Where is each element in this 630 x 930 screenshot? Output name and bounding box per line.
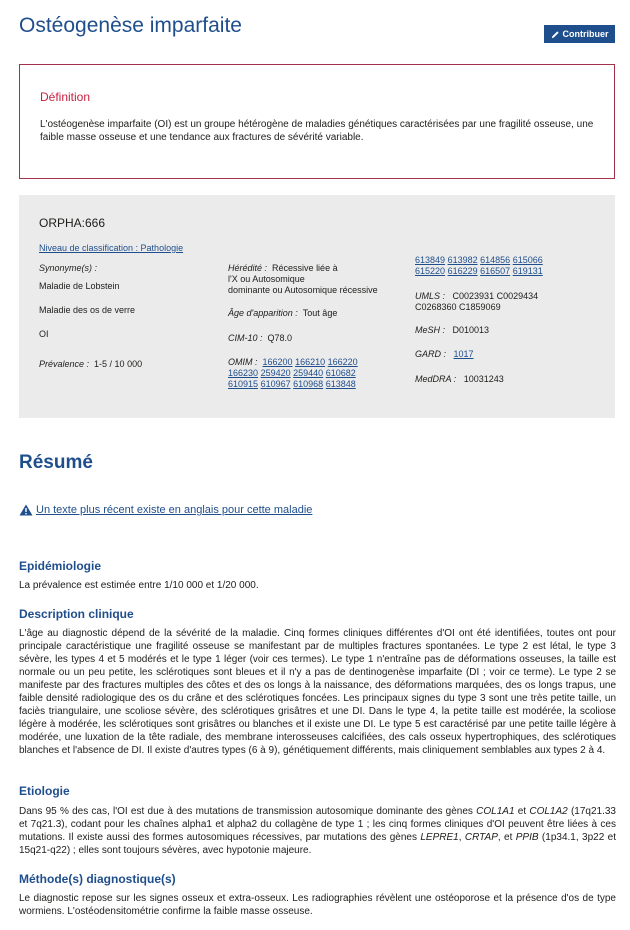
gard-link[interactable]: 1017: [453, 349, 474, 359]
synonym-item: OI: [39, 329, 49, 339]
synonym-item: Maladie des os de verre: [39, 305, 136, 315]
onset-label: Âge d'apparition :: [228, 308, 298, 318]
heredity-row: [228, 263, 338, 274]
omim-link[interactable]: 619131: [512, 266, 543, 276]
omim-link[interactable]: 613982: [447, 255, 478, 265]
prevalence-value: 1-5 / 10 000: [94, 359, 143, 369]
synonym-item: Maladie de Lobstein: [39, 281, 120, 291]
etiology-title: Etiologie: [19, 784, 70, 798]
contribute-button[interactable]: [544, 25, 615, 43]
heredity-value-1: Récessive liée à: [272, 263, 338, 273]
mesh-row: [415, 325, 489, 336]
icd10-value: Q78.0: [267, 333, 293, 343]
gard-label: GARD :: [415, 349, 447, 359]
prevalence-label: Prévalence :: [39, 359, 90, 369]
omim-link[interactable]: 613848: [325, 379, 356, 389]
warning-icon: [19, 504, 33, 516]
umls-value-1: C0023931 C0029434: [452, 291, 539, 301]
onset-row: [228, 308, 337, 319]
synonyms-label: Synonyme(s) :: [39, 263, 98, 273]
omim-link[interactable]: 610915: [228, 379, 259, 389]
classification-link[interactable]: Niveau de classification : Pathologie: [39, 243, 184, 253]
omim-link[interactable]: 259420: [260, 368, 291, 378]
heredity-value-3: dominante ou Autosomique récessive: [228, 285, 378, 295]
omim-link[interactable]: 166220: [327, 357, 358, 367]
meddra-value: 10031243: [463, 374, 504, 384]
epidemiology-title: Epidémiologie: [19, 559, 102, 573]
clinical-description-text: L'âge au diagnostic dépend de la sévérité de la maladie. Cinq formes cliniques différentes d'OI ont été identifiées, toutes ont pour principale caractéristique une fragilité osseuse se manifestant par de multiples fractures spontanées. Le type 2 est létal, le type 3 sévère, les types 4 et 5 modérés et le type 1 léger (voir ces termes). Le type 1 n'entraîne pas de déformations osseuses, la taille est normale ou un peu petite, les sclérotiques sont bleues et il n'y a pas de dentinogenèse imparfaite (DI ; voir ce terme). Le type 2 se manifeste par des fractures multiples des côtes et des os longs à la naissance, des déformations marquées, des os longs trapus, une faible densité radiologique des os du crâne et des sclérotiques foncées. Les principaux signes du type 3 sont une très petite taille, un faciès triangulaire, une scoliose sévère, des sclérotiques grisâtres et une DI. Dans le type 4, la petite taille est modérée, la scoliose légère à modérée, les sclérotiques sont grisâtres ou blanches et il existe une DI. Le type 5 est caractérisé par une petite taille légère à modérée, une luxation de la tête radiale, des membrane interosseuses calcifiées, des cals osseux hypertrophiques, des sclérotiques blanches et l'absence de DI. Il existe d'autres types (6 à 9), génétiquement différents, mais cliniquement semblables aux types 2 à 4.: [19, 628, 616, 756]
definition-box: [19, 64, 615, 179]
umls-label: UMLS :: [415, 291, 446, 301]
omim-link[interactable]: 610968: [293, 379, 324, 389]
icd10-label: CIM-10 :: [228, 333, 263, 343]
omim-link[interactable]: 613849: [415, 255, 446, 265]
definition-text: L'ostéogenèse imparfaite (OI) est un groupe hétérogène de maladies génétiques caractérisées par une fragilité osseuse, une faible masse osseuse et une tendance aux fractures de sévérité variable.: [40, 119, 594, 143]
omim-row: [228, 357, 398, 390]
pencil-icon: [551, 30, 560, 39]
omim-link[interactable]: 614856: [480, 255, 511, 265]
meddra-label: MedDRA :: [415, 374, 457, 384]
umls-row: [415, 291, 538, 302]
heredity-value-2: l'X ou Autosomique: [228, 274, 305, 284]
diagnostic-methods-text: Le diagnostic repose sur les signes osseux et extra-osseux. Les radiographies révèlent une ostéoporose et la présence d'os de type wormiens. L'ostéodensitométrie confirme la faible masse osseuse.: [19, 893, 616, 917]
omim-link[interactable]: 166200: [262, 357, 293, 367]
prevalence-row: [39, 359, 142, 370]
omim-link[interactable]: 166230: [228, 368, 259, 378]
omim-link[interactable]: 259440: [293, 368, 324, 378]
omim-link[interactable]: 615066: [512, 255, 543, 265]
onset-value: Tout âge: [302, 308, 338, 318]
omim-continued: [415, 255, 595, 277]
summary-title: Résumé: [19, 452, 93, 473]
umls-value-2: C0268360 C1859069: [415, 302, 501, 312]
clinical-description-title: Description clinique: [19, 607, 134, 621]
disease-info-panel: [19, 195, 615, 418]
omim-link[interactable]: 615220: [415, 266, 446, 276]
definition-title: Définition: [40, 90, 91, 104]
contribute-label: Contribuer: [562, 29, 609, 39]
epidemiology-text: La prévalence est estimée entre 1/10 000 et 1/20 000.: [19, 580, 259, 591]
page-title: Ostéogenèse imparfaite: [19, 14, 242, 37]
gard-row: [415, 349, 474, 360]
mesh-label: MeSH :: [415, 325, 446, 335]
omim-label: OMIM :: [228, 357, 258, 367]
english-text-link[interactable]: [19, 504, 312, 516]
meddra-row: [415, 374, 504, 385]
orpha-code: ORPHA:666: [39, 216, 106, 230]
etiology-text: Dans 95 % des cas, l'OI est due à des mutations de transmission autosomique dominante des gènes COL1A1 et COL1A2 (17q21.33 et 7q21.3), codant pour les chaînes alpha1 et alpha2 du collagène de type 1 ; les cinq formes cliniques d'OI peuvent être liées à ces mutations. Il existe aussi des formes autosomiques récessives, par mutations des gènes LEPRE1, CRTAP, et PPIB (1p34.1, 3p22 et 15q21-q22) ; elles sont toujours sévères, avec hypotonie majeure.: [19, 806, 616, 856]
english-text-label: Un texte plus récent existe en anglais pour cette maladie: [36, 504, 313, 516]
omim-link[interactable]: 166210: [295, 357, 326, 367]
mesh-value: D010013: [452, 325, 490, 335]
icd10-row: [228, 333, 292, 344]
omim-link[interactable]: 610682: [325, 368, 356, 378]
heredity-label: Hérédité :: [228, 263, 268, 273]
omim-link[interactable]: 616507: [480, 266, 511, 276]
omim-link[interactable]: 616229: [447, 266, 478, 276]
diagnostic-methods-title: Méthode(s) diagnostique(s): [19, 872, 176, 886]
omim-link[interactable]: 610967: [260, 379, 291, 389]
